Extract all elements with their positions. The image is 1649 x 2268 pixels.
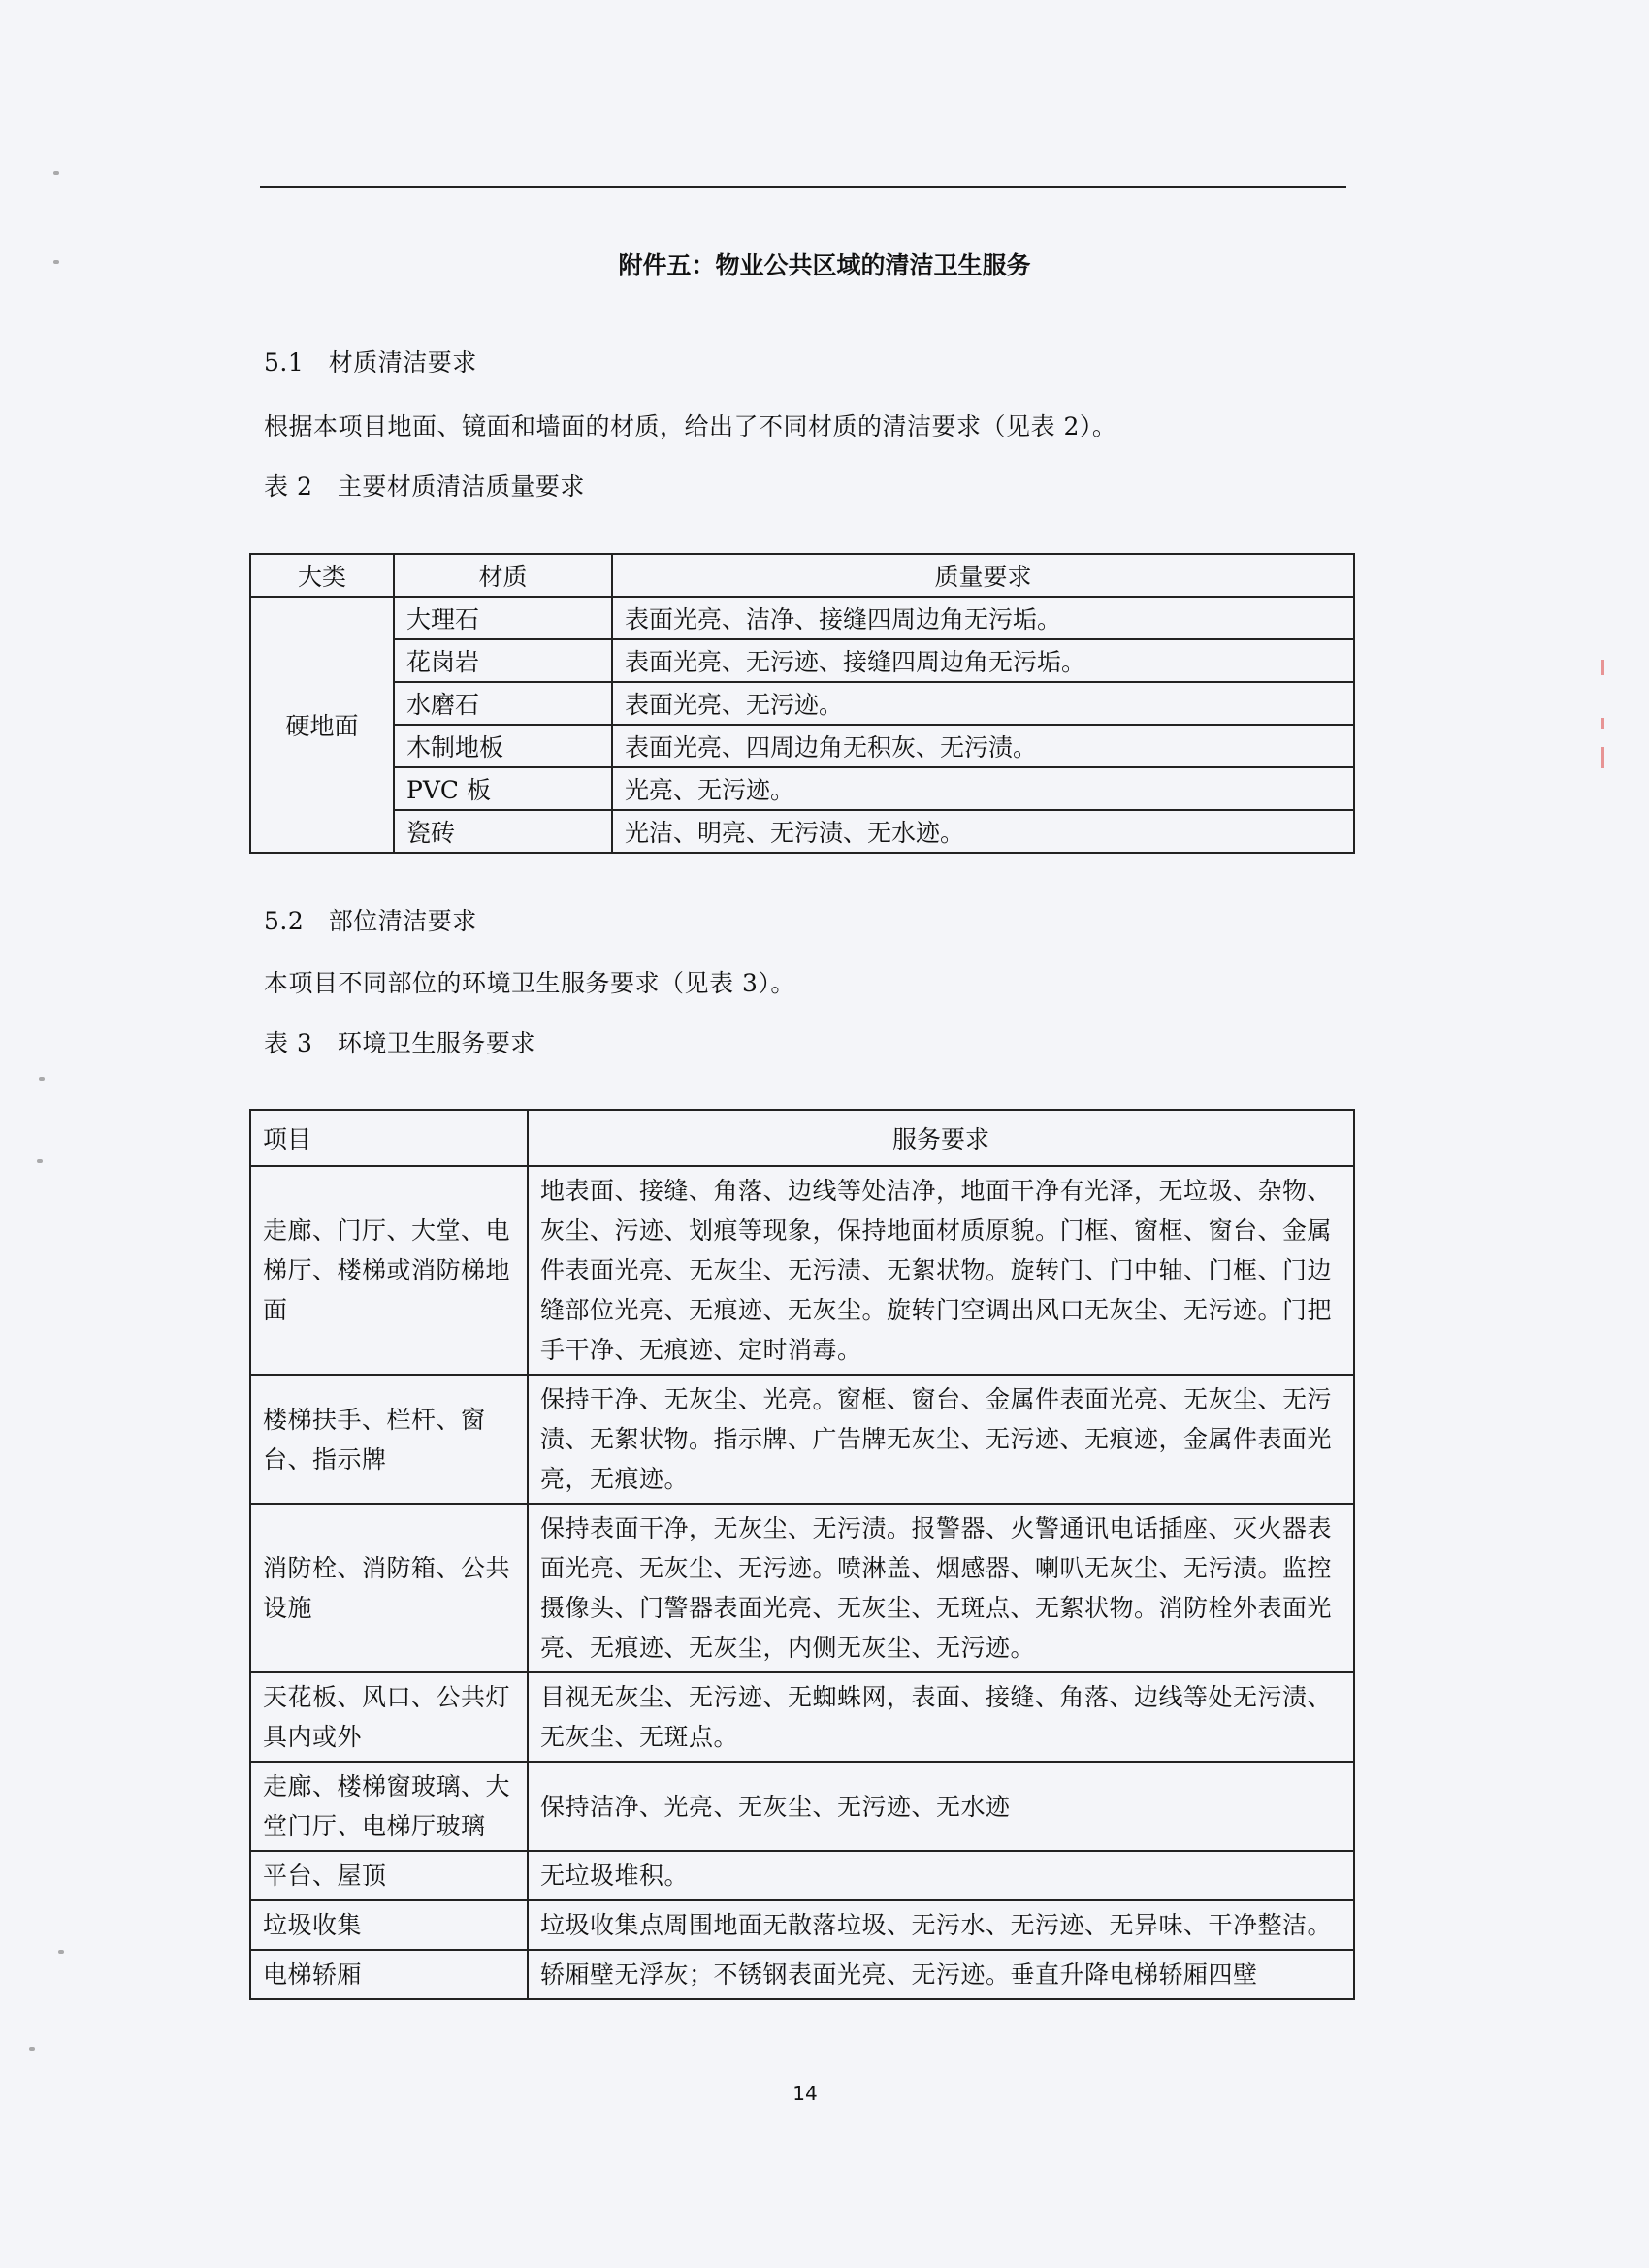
table-row: [250, 1900, 1354, 1950]
table-row: [250, 1166, 1354, 1375]
requirement-cell: 表面光亮、洁净、接缝四周边角无污垢。: [612, 597, 1354, 639]
item-cell: 走廊、门厅、大堂、电梯厅、楼梯或消防梯地面: [250, 1166, 528, 1375]
material-quality-table: [249, 553, 1355, 854]
column-header-item: 项目: [250, 1110, 528, 1166]
requirement-cell: 目视无灰尘、无污迹、无蜘蛛网，表面、接缝、角落、边线等处无污渍、无灰尘、无斑点。: [528, 1672, 1354, 1762]
requirement-cell: 垃圾收集点周围地面无散落垃圾、无污水、无污迹、无异味、干净整洁。: [528, 1900, 1354, 1950]
requirement-cell: 保持表面干净，无灰尘、无污渍。报警器、火警通讯电话插座、灭火器表面光亮、无灰尘、无污迹。喷淋盖、烟感器、喇叭无灰尘、无污渍。监控摄像头、门警器表面光亮、无灰尘、无斑点、无絮状物。消防栓外表面光亮、无痕迹、无灰尘，内侧无灰尘、无污迹。: [528, 1504, 1354, 1672]
requirement-cell: 表面光亮、无污迹、接缝四周边角无污垢。: [612, 639, 1354, 682]
scan-speck: [53, 260, 59, 264]
scan-speck: [53, 171, 59, 175]
sanitation-service-table: [249, 1109, 1355, 2000]
section-intro-5-2: 本项目不同部位的环境卫生服务要求（见表 3）。: [264, 969, 795, 997]
material-cell: 瓷砖: [394, 810, 612, 853]
requirement-cell: 光亮、无污迹。: [612, 767, 1354, 810]
table-row: [250, 1950, 1354, 1999]
table-header-row: [250, 1110, 1354, 1166]
section-heading-5-1: 5.1 材质清洁要求: [264, 348, 477, 376]
item-cell: 消防栓、消防箱、公共设施: [250, 1504, 528, 1672]
item-cell: 天花板、风口、公共灯具内或外: [250, 1672, 528, 1762]
item-cell: 垃圾收集: [250, 1900, 528, 1950]
item-cell: 电梯轿厢: [250, 1950, 528, 1999]
requirement-cell: 地表面、接缝、角落、边线等处洁净，地面干净有光泽，无垃圾、杂物、灰尘、污迹、划痕等现象，保持地面材质原貌。门框、窗框、窗台、金属件表面光亮、无灰尘、无污渍、无絮状物。旋转门、门中轴、门框、门边缝部位光亮、无痕迹、无灰尘。旋转门空调出风口无灰尘、无污迹。门把手干净、无痕迹、定时消毒。: [528, 1166, 1354, 1375]
scan-edge-mark: [1600, 718, 1604, 729]
table-row: [250, 767, 1354, 810]
column-header-category: 大类: [250, 554, 394, 597]
table-row: [250, 1504, 1354, 1672]
table3-caption: 表 3 环境卫生服务要求: [264, 1029, 535, 1057]
scan-speck: [29, 2047, 35, 2051]
table-header-row: [250, 554, 1354, 597]
table2-caption: 表 2 主要材质清洁质量要求: [264, 472, 585, 501]
item-cell: 平台、屋顶: [250, 1851, 528, 1900]
requirement-cell: 表面光亮、无污迹。: [612, 682, 1354, 725]
table-row: [250, 639, 1354, 682]
table-row: [250, 1672, 1354, 1762]
column-header-service: 服务要求: [528, 1110, 1354, 1166]
table-row: [250, 810, 1354, 853]
item-cell: 楼梯扶手、栏杆、窗台、指示牌: [250, 1375, 528, 1504]
table-row: [250, 597, 1354, 639]
scan-edge-mark: [1600, 660, 1604, 675]
requirement-cell: 保持洁净、光亮、无灰尘、无污迹、无水迹: [528, 1762, 1354, 1851]
scan-speck: [39, 1077, 45, 1081]
category-cell: 硬地面: [250, 597, 394, 853]
page-title: 附件五：物业公共区域的清洁卫生服务: [618, 251, 1031, 279]
requirement-cell: 轿厢壁无浮灰；不锈钢表面光亮、无污迹。垂直升降电梯轿厢四壁: [528, 1950, 1354, 1999]
table-row: [250, 1762, 1354, 1851]
table-row: [250, 1851, 1354, 1900]
column-header-material: 材质: [394, 554, 612, 597]
table-row: [250, 725, 1354, 767]
requirement-cell: 表面光亮、四周边角无积灰、无污渍。: [612, 725, 1354, 767]
requirement-cell: 光洁、明亮、无污渍、无水迹。: [612, 810, 1354, 853]
requirement-cell: 无垃圾堆积。: [528, 1851, 1354, 1900]
column-header-requirement: 质量要求: [612, 554, 1354, 597]
scan-speck: [58, 1950, 64, 1954]
material-cell: 木制地板: [394, 725, 612, 767]
header-rule: [260, 186, 1346, 188]
material-cell: PVC 板: [394, 767, 612, 810]
table-row: [250, 682, 1354, 725]
page-number: 14: [792, 2082, 818, 2105]
requirement-cell: 保持干净、无灰尘、光亮。窗框、窗台、金属件表面光亮、无灰尘、无污渍、无絮状物。指示牌、广告牌无灰尘、无污迹、无痕迹，金属件表面光亮，无痕迹。: [528, 1375, 1354, 1504]
section-heading-5-2: 5.2 部位清洁要求: [264, 907, 477, 935]
section-intro-5-1: 根据本项目地面、镜面和墙面的材质，给出了不同材质的清洁要求（见表 2）。: [264, 412, 1117, 440]
item-cell: 走廊、楼梯窗玻璃、大堂门厅、电梯厅玻璃: [250, 1762, 528, 1851]
material-cell: 花岗岩: [394, 639, 612, 682]
scan-speck: [37, 1159, 43, 1163]
table-row: [250, 1375, 1354, 1504]
scan-edge-mark: [1600, 747, 1604, 768]
material-cell: 大理石: [394, 597, 612, 639]
material-cell: 水磨石: [394, 682, 612, 725]
